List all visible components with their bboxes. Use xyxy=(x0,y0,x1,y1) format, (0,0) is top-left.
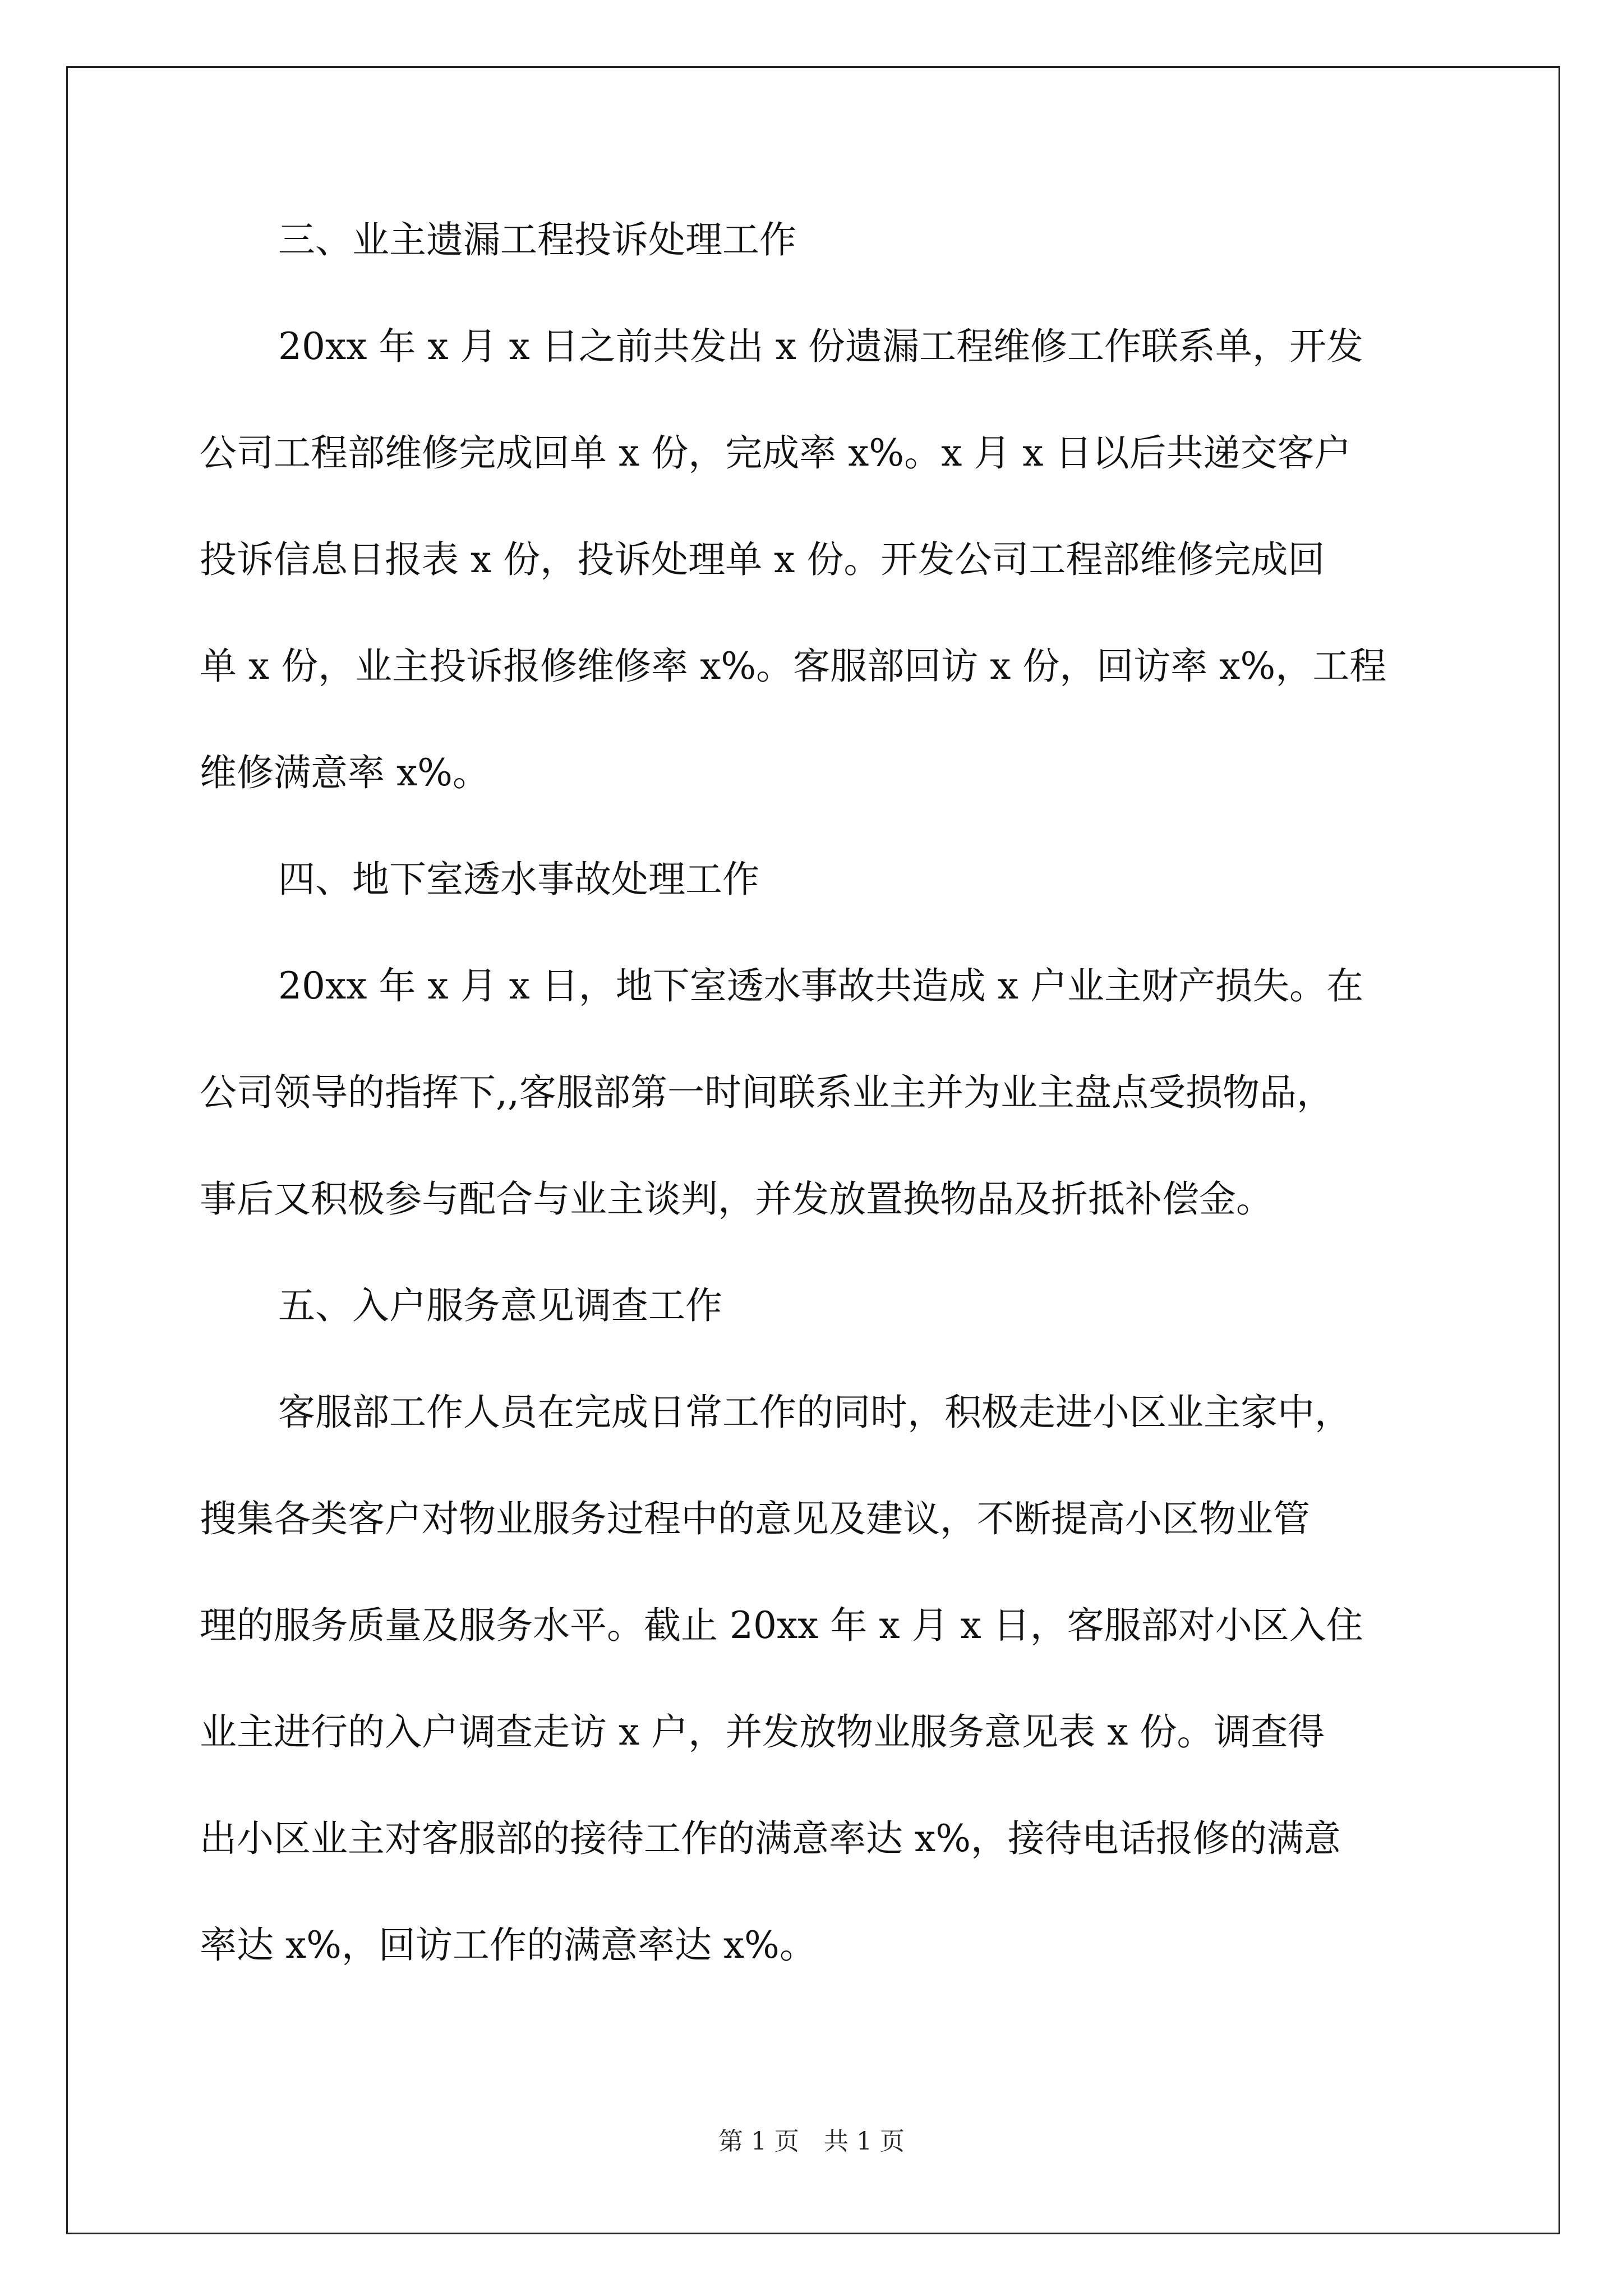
paragraph-line: 业主进行的入户调查走访 x 户，并发放物业服务意见表 x 份。调查得 xyxy=(200,1710,1325,1754)
paragraph-line: 搜集各类客户对物业服务过程中的意见及建议，不断提高小区物业管 xyxy=(200,1497,1310,1540)
section-paragraph xyxy=(200,959,1433,1226)
paragraph-line: 公司领导的指挥下,,客服部第一时间联系业主并为业主盘点受损物品， xyxy=(200,1071,1334,1114)
paragraph-line: 20xx 年 x 月 x 日，地下室透水事故共造成 x 户业主财产损失。在 xyxy=(278,964,1363,1007)
page-footer: 第 1 页 共 1 页 xyxy=(718,2127,905,2156)
section-paragraph xyxy=(200,320,1433,799)
paragraph-line: 理的服务质量及服务水平。截止 20xx 年 x 月 x 日，客服部对小区入住 xyxy=(200,1604,1363,1647)
paragraph-line: 20xx 年 x 月 x 日之前共发出 x 份遗漏工程维修工作联系单，开发 xyxy=(278,325,1363,368)
section-paragraph xyxy=(200,1386,1433,1972)
section-heading: 四、地下室透水事故处理工作 xyxy=(278,858,759,901)
paragraph-line: 出小区业主对客服部的接待工作的满意率达 x%，接待电话报修的满意 xyxy=(200,1817,1341,1860)
document-body xyxy=(200,213,1433,2025)
paragraph-line: 率达 x%，回访工作的满意率达 x%。 xyxy=(200,1924,817,1967)
paragraph-line: 单 x 份，业主投诉报修维修率 x%。客服部回访 x 份，回访率 x%，工程 xyxy=(200,645,1387,688)
section-heading: 三、业主遗漏工程投诉处理工作 xyxy=(278,218,796,261)
section-heading: 五、入户服务意见调查工作 xyxy=(278,1284,722,1327)
paragraph-line: 维修满意率 x%。 xyxy=(200,751,490,794)
paragraph-line: 投诉信息日报表 x 份，投诉处理单 x 份。开发公司工程部维修完成回 xyxy=(200,538,1325,581)
paragraph-line: 客服部工作人员在完成日常工作的同时，积极走进小区业主家中， xyxy=(278,1391,1352,1434)
paragraph-line: 事后又积极参与配合与业主谈判，并发放置换物品及折抵补偿金。 xyxy=(200,1177,1273,1221)
paragraph-line: 公司工程部维修完成回单 x 份，完成率 x%。x 月 x 日以后共递交客户 xyxy=(200,431,1352,475)
